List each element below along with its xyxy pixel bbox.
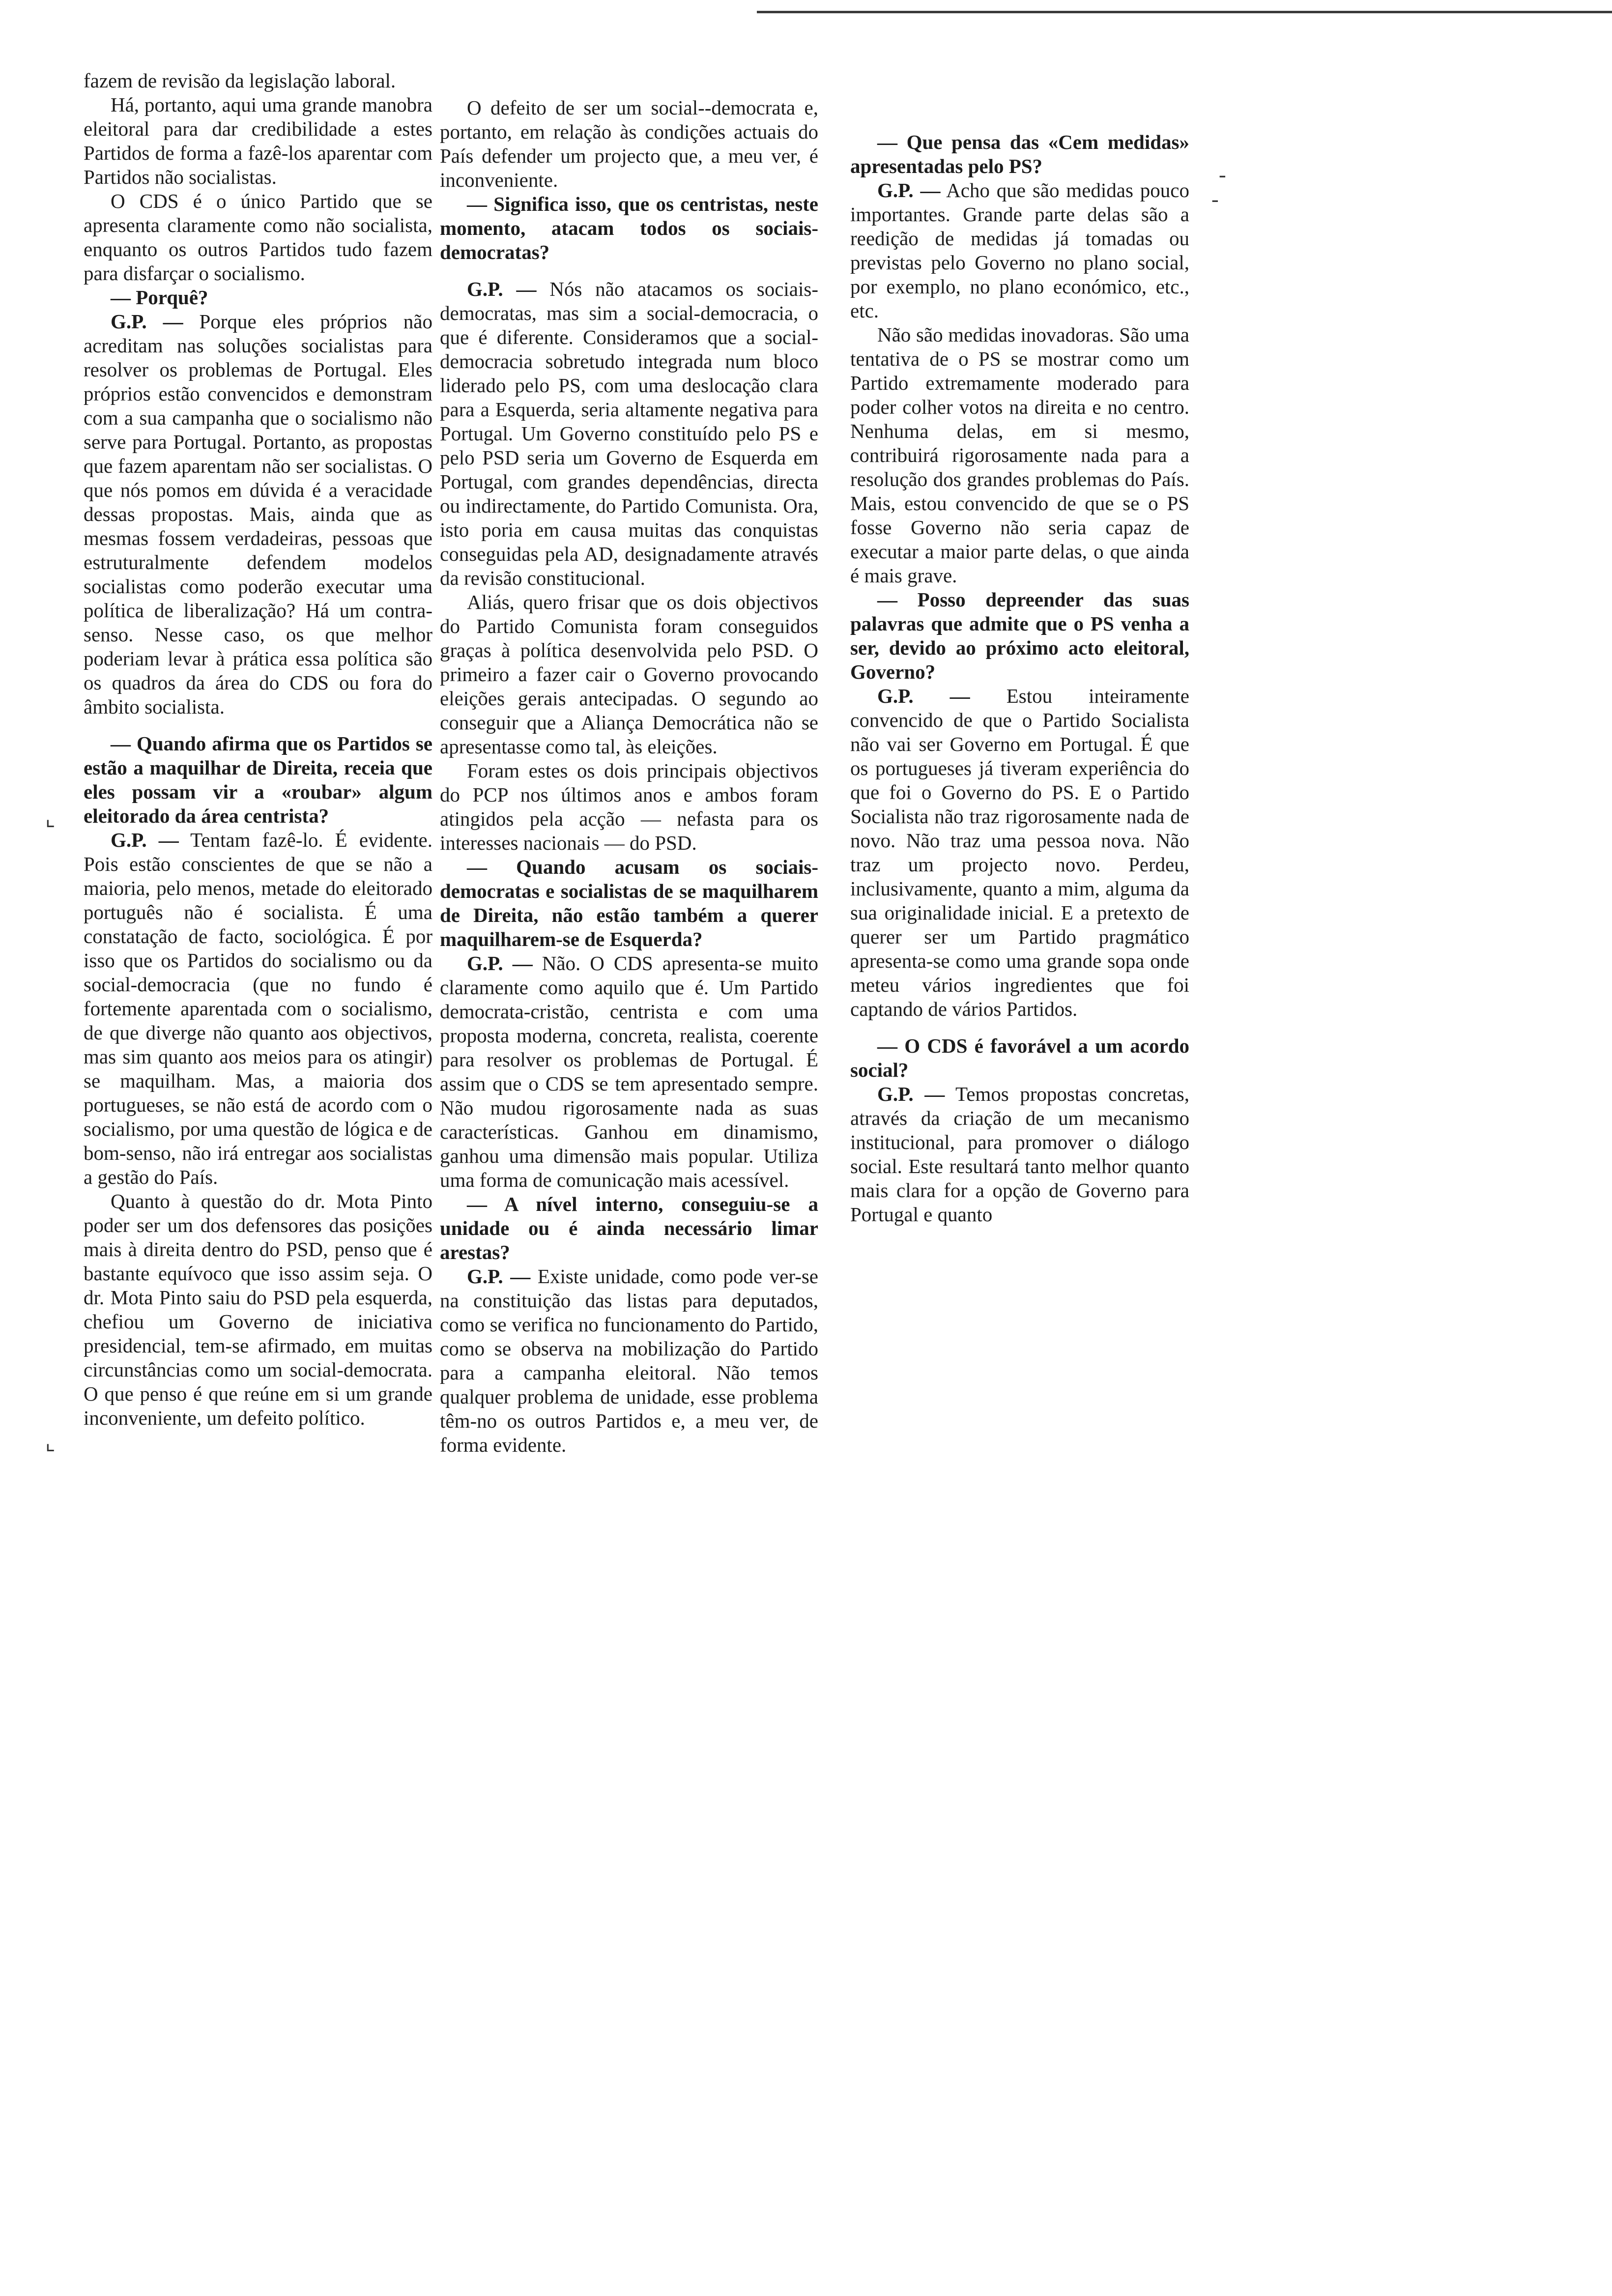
interview-question: — Quando afirma que os Partidos se estão a maquilhar de Direita, receia que eles possam vir a «roubar» algum eleitorado da área centrista? xyxy=(84,732,432,827)
answer-text: Acho que são medidas pouco importantes. Grande parte delas são a reedição de medidas já tomadas ou previstas pelo Governo no plano social, por exemplo, no plano económico, etc., etc. xyxy=(850,179,1190,322)
paragraph: O CDS é o único Partido que se apresenta claramente como não socialista, enquanto os outros Partidos tudo fazem para disfarçar o socialismo. xyxy=(84,190,432,285)
paragraph: fazem de revisão da legislação laboral. xyxy=(84,69,396,92)
speaker-label: G.P. — xyxy=(111,310,183,333)
speaker-label: G.P. — xyxy=(467,952,533,975)
interview-answer xyxy=(850,1082,1189,1227)
interview-answer xyxy=(440,277,818,590)
paragraph: Há, portanto, aqui uma grande manobra eleitoral para dar credibilidade a estes Partidos de forma a fazê-los aparentar com Partidos não socialistas. xyxy=(84,93,432,188)
interview-answer xyxy=(850,178,1189,323)
article-column-1 xyxy=(84,69,432,1430)
margin-mark: - xyxy=(1219,163,1226,187)
interview-answer xyxy=(84,828,432,1189)
paragraph: Aliás, quero frisar que os dois objectivos do Partido Comunista foram conseguidos graças à política desenvolvida pelo PSD. O primeiro a fazer cair o Governo provocando eleições gerais antecipadas. O segundo ao conseguir que a Aliança Democrática não se apresentasse como tal, às eleições. xyxy=(440,591,818,758)
interview-question: — A nível interno, conseguiu-se a unidade ou é ainda necessário limar arestas? xyxy=(440,1193,818,1263)
answer-text: Nós não atacamos os sociais-democratas, mas sim a social-democracia, o que é diferente. Consideramos que a social-democracia sobretudo integrada num bloco liderado pelo PS, com uma deslocação clara para a Esquerda, seria altamente negativa para Portugal. Um Governo constituído pelo PS e pelo PSD seria um Governo de Esquerda em Portugal, com grandes dependências, directa ou indirectamente, do Partido Comunista. Ora, isto poria em causa muitas das conquistas conseguidas pela AD, designadamente através da revisão constitucional. xyxy=(440,278,818,589)
interview-answer xyxy=(440,1264,818,1457)
interview-question: — Significa isso, que os centristas, neste momento, atacam todos os sociais-democratas? xyxy=(440,193,818,263)
interview-answer xyxy=(440,951,818,1192)
interview-answer xyxy=(850,684,1189,1021)
margin-mark: ⌞ xyxy=(45,806,56,831)
answer-text: Porque eles próprios não acreditam nas soluções socialistas para resolver os problemas de Portugal. Eles próprios estão convencidos e demonstram com a sua campanha que o socialismo não serve para Portugal. Portanto, as propostas que fazem aparentam não ser socialistas. O que nós pomos em dúvida é a veracidade dessas propostas. Mais, ainda que as mesmas fossem verdadeiras, pessoas que estruturalmente defendem modelos socialistas como poderão executar uma política de liberalização? Há um contra-senso. Nesse caso, os que melhor poderiam levar à prática essa política são os quadros da área do CDS ou fora do âmbito socialista. xyxy=(84,310,433,718)
paragraph: Quanto à questão do dr. Mota Pinto poder ser um dos defensores das posições mais à direita dentro do PSD, penso que é bastante equívoco que isso assim seja. O dr. Mota Pinto saiu do PSD pela esquerda, chefiou um Governo de iniciativa presidencial, tem-se afirmado, em muitas circunstâncias como um social-democrata. O que penso é que reúne em si um grande inconveniente, um defeito político. xyxy=(84,1190,432,1429)
answer-text: Estou inteiramente convencido de que o Partido Socialista não vai ser Governo em Portugal. É que os portugueses já tiveram experiência do que foi o Governo do PS. E o Partido Socialista não traz rigorosamente nada de novo. Não traz uma pessoa nova. Não traz um projecto novo. Perdeu, inclusivamente, quanto a mim, alguma da sua originalidade inicial. E a pretexto de querer ser um Partido pragmático apresenta-se como uma grande sopa onde meteu vários ingredientes que foi captando de vários Partidos. xyxy=(850,685,1189,1020)
speaker-label: G.P. — xyxy=(877,179,941,201)
margin-mark: - xyxy=(1211,187,1219,211)
speaker-label: G.P. — xyxy=(877,685,970,707)
article-column-2 xyxy=(440,96,818,1457)
top-rule xyxy=(757,11,1612,13)
interview-question: — O CDS é favorável a um acordo social? xyxy=(850,1034,1189,1081)
interview-question: — Que pensa das «Cem medidas» apresentadas pelo PS? xyxy=(850,131,1189,177)
answer-text: Não. O CDS apresenta-se muito claramente como aquilo que é. Um Partido democrata-cristão, centrista e com uma proposta moderna, concreta, realista, coerente para resolver os problemas de Portugal. É assim que o CDS se tem apresentado sempre. Não mudou rigorosamente nada as suas características. Ganhou em dinamismo, ganhou uma dimensão mais popular. Utiliza uma forma de comunicação mais acessível. xyxy=(440,952,819,1191)
article-column-3 xyxy=(850,130,1189,1227)
paragraph: Não são medidas inovadoras. São uma tentativa de o PS se mostrar como um Partido extremamente moderado para poder colher votos na direita e no centro. Nenhuma delas, em si mesmo, contribuirá rigorosamente nada para a resolução dos grandes problemas do País. Mais, estou convencido de que se o PS fosse Governo não seria capaz de executar a maior parte delas, o que ainda é mais grave. xyxy=(850,323,1189,587)
interview-question: — Quando acusam os sociais-democratas e socialistas de se maquilharem de Direita, não estão também a querer maquilharem-se de Esquerda? xyxy=(440,856,818,950)
paragraph: O defeito de ser um social--democrata e, portanto, em relação às condições actuais do País defender um projecto que, a meu ver, é inconveniente. xyxy=(440,96,818,191)
interview-question: — Posso depreender das suas palavras que admite que o PS venha a ser, devido ao próximo acto eleitoral, Governo? xyxy=(850,588,1189,683)
paragraph: Foram estes os dois principais objectivos do PCP nos últimos anos e ambos foram atingidos pela acção — nefasta para os interesses nacionais — do PSD. xyxy=(440,759,818,854)
answer-text: Temos propostas concretas, através da criação de um mecanismo institucional, para promover o diálogo social. Este resultará tanto melhor quanto mais clara for a opção de Governo para Portugal e quanto xyxy=(850,1083,1190,1226)
interview-question: — Porquê? xyxy=(111,286,208,309)
speaker-label: G.P. — xyxy=(877,1083,945,1105)
interview-answer xyxy=(84,310,432,719)
speaker-label: G.P. — xyxy=(467,1265,531,1288)
answer-text: Tentam fazê-lo. É evidente. Pois estão conscientes de que se não a maioria, pelo menos, metade do eleitorado português não é socialista. É uma constatação de facto, sociológica. É por isso que os Partidos do socialismo ou da social-democracia (que no fundo é fortemente aparentada com o socialismo, de que diverge não quanto aos objectivos, mas sim quanto aos meios para os atingir) se maquilham. Mas, a maioria dos portugueses, se não está de acordo com o socialismo, por uma questão de lógica e de bom-senso, não irá entregar aos socialistas a gestão do País. xyxy=(84,829,432,1188)
speaker-label: G.P. — xyxy=(111,829,179,851)
speaker-label: G.P. — xyxy=(467,278,537,300)
margin-mark: ⌞ xyxy=(45,1431,56,1455)
answer-text: Existe unidade, como pode ver-se na constituição das listas para deputados, como se verifica no funcionamento do Partido, como se observa na mobilização do Partido para a campanha eleitoral. Não temos qualquer problema de unidade, esse problema têm-no os outros Partidos e, a meu ver, de forma evidente. xyxy=(440,1265,819,1456)
